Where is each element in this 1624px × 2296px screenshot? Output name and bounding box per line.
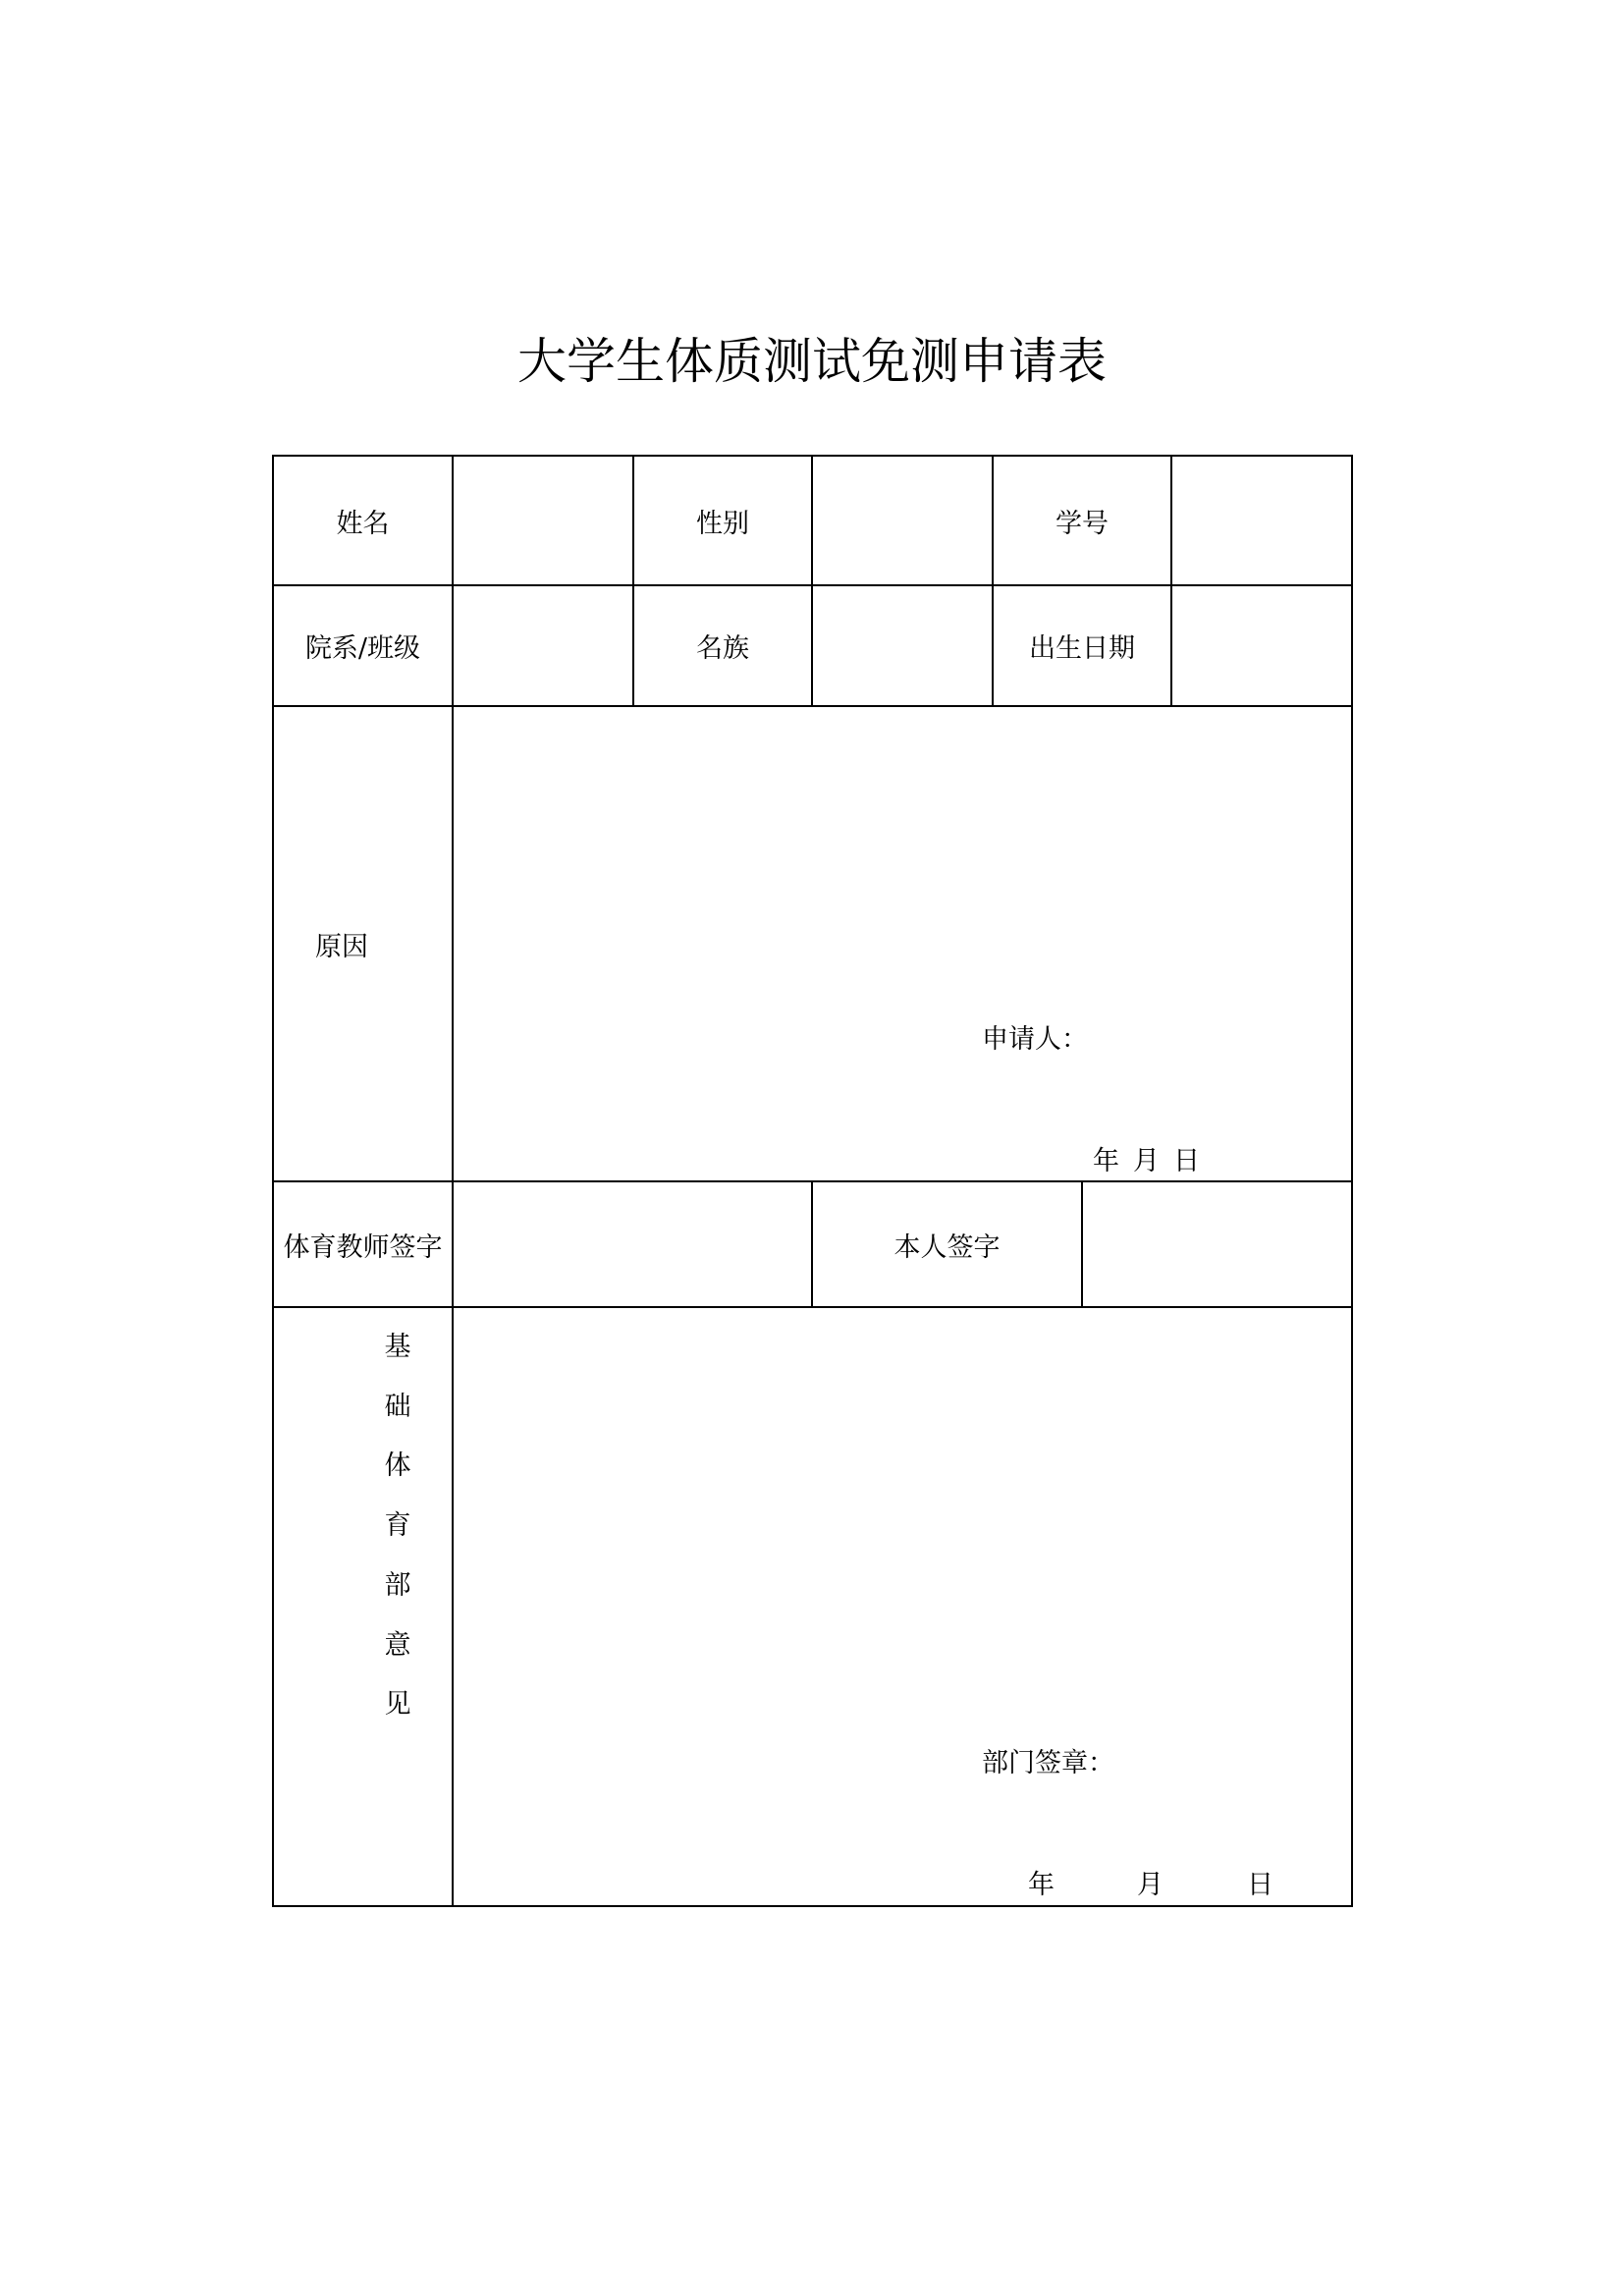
birth-date-value-cell xyxy=(1172,586,1353,707)
name-label: 姓名 xyxy=(336,508,390,539)
student-id-label: 学号 xyxy=(1056,508,1109,539)
department-class-value-cell xyxy=(454,586,634,707)
self-signature-label: 本人签字 xyxy=(893,1231,1001,1263)
opinion-date-month: 月 xyxy=(1137,1870,1164,1900)
reason-label-cell xyxy=(274,707,454,1182)
gender-value-cell xyxy=(813,457,994,586)
form-title: 大学生体质测试免测申请表 xyxy=(517,333,1107,390)
gender-label: 性别 xyxy=(696,508,749,539)
application-form-table xyxy=(272,455,1353,1907)
reason-date-year: 年 xyxy=(1093,1146,1119,1176)
birth-date-label-cell xyxy=(994,586,1172,707)
birth-date-label: 出生日期 xyxy=(1029,633,1135,664)
student-id-label-cell xyxy=(994,457,1172,586)
name-label-cell xyxy=(274,457,454,586)
gender-label-cell xyxy=(634,457,813,586)
pe-teacher-signature-label-cell xyxy=(274,1182,454,1308)
opinion-content-cell xyxy=(454,1308,1353,1907)
opinion-label: 基础体育部意见 xyxy=(384,1332,411,1721)
opinion-date-day: 日 xyxy=(1247,1870,1273,1900)
reason-date-month: 月 xyxy=(1133,1146,1160,1176)
opinion-label-cell xyxy=(274,1308,454,1907)
applicant-label: 申请人： xyxy=(982,1024,1088,1055)
name-value-cell xyxy=(454,457,634,586)
ethnicity-value-cell xyxy=(813,586,994,707)
ethnicity-label-cell xyxy=(634,586,813,707)
reason-content-cell xyxy=(454,707,1353,1182)
reason-date-day: 日 xyxy=(1173,1146,1200,1176)
department-class-label: 院系/班级 xyxy=(304,633,421,664)
department-seal-label: 部门签章： xyxy=(982,1748,1114,1778)
ethnicity-label: 名族 xyxy=(696,633,749,664)
self-signature-value-cell xyxy=(1083,1182,1353,1308)
student-id-value-cell xyxy=(1172,457,1353,586)
pe-teacher-signature-label: 体育教师签字 xyxy=(283,1231,443,1263)
reason-label: 原因 xyxy=(315,931,368,962)
pe-teacher-signature-value-cell xyxy=(454,1182,813,1308)
department-class-label-cell xyxy=(274,586,454,707)
opinion-date-year: 年 xyxy=(1028,1870,1055,1900)
self-signature-label-cell xyxy=(813,1182,1083,1308)
